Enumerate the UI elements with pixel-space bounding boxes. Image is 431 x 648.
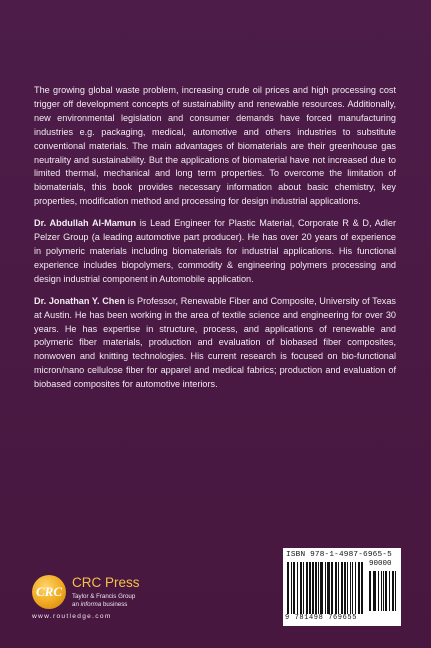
barcode-stripe	[392, 571, 394, 611]
barcode-stripe	[352, 562, 353, 614]
isbn-text: ISBN 978-1-4987-6965-5	[286, 551, 392, 559]
barcode-stripe	[381, 571, 382, 611]
publisher-business-line	[72, 601, 135, 609]
barcode-stripe	[358, 562, 360, 614]
crc-logo-icon	[32, 575, 66, 609]
barcode-stripe	[297, 562, 298, 614]
barcode-stripe	[327, 562, 330, 614]
barcode-stripe	[325, 562, 326, 614]
barcode-stripe	[315, 562, 317, 614]
publisher-tagline	[72, 593, 135, 609]
barcode-stripe	[338, 562, 339, 614]
barcode-stripe	[369, 571, 371, 611]
barcode-stripe	[309, 562, 311, 614]
isbn-barcode	[283, 548, 401, 626]
barcode-stripe	[347, 562, 348, 614]
business-suffix: business	[101, 601, 128, 608]
barcode-stripe	[389, 571, 390, 611]
business-informa: informa	[80, 601, 102, 608]
barcode-stripe	[293, 562, 295, 614]
barcode-stripe	[344, 562, 346, 614]
barcode-stripe	[312, 562, 314, 614]
author1-bio: is Lead Engineer for Plastic Material, Corporate R & D, Adler Pelzer Group (a leading automotive part producer). He has over 20 years of experience in polymeric materials including biomaterials for industrial applications. His functional experience includes biopolymers, commodity & engineering polymers processing and design industrial component in Automobile application.	[34, 218, 396, 284]
barcode-stripe	[350, 562, 351, 614]
barcode-bars-main	[287, 562, 365, 614]
barcode-stripe	[373, 571, 376, 611]
cover-blurb	[34, 84, 396, 400]
barcode-stripe	[318, 562, 319, 614]
publisher-logo	[32, 575, 182, 630]
barcode-stripe	[335, 562, 337, 614]
barcode-stripe	[303, 562, 304, 614]
barcode-stripe	[383, 571, 384, 611]
barcode-stripe	[395, 571, 396, 611]
barcode-stripe	[355, 562, 356, 614]
author1-name: Dr. Abdullah Al-Mamun	[34, 218, 137, 229]
barcode-bars-addon	[369, 571, 397, 611]
barcode-stripe	[361, 562, 363, 614]
barcode-stripe	[306, 562, 308, 614]
barcode-stripe	[331, 562, 333, 614]
author1-paragraph	[34, 217, 396, 287]
business-prefix: an	[72, 601, 81, 608]
author2-bio: is Professor, Renewable Fiber and Composite, University of Texas at Austin. He has been working in the area of textile science and engineering for over 30 years. He has expertise in structure, process, and applications of renewable and polymeric fiber materials, production and evaluation of biobased fiber composites, nonwoven and knitting technologies. His current research is focused on bio-functional micron/nano cellulose fiber for apparel and medical fabrics; production and evaluation of biobased composites for automotive interiors.	[34, 295, 396, 390]
barcode-stripe	[291, 562, 292, 614]
barcode-digits: 9 781498 769655	[285, 614, 358, 622]
barcode-stripe	[341, 562, 343, 614]
publisher-group: Taylor & Francis Group	[72, 593, 136, 600]
barcode-stripe	[320, 562, 323, 614]
author2-name: Dr. Jonathan Y. Chen	[34, 295, 126, 306]
publisher-url: www.routledge.com	[32, 613, 112, 620]
intro-paragraph: The growing global waste problem, increasing crude oil prices and high processing cost trigger off development concepts of sustainability and renewable resources. Additionally, new environmental legislation and consumer demands have forced manufacturing industries e.g. packaging, medical, automotive and others industries to substitute conventional materials. The main advantages of biomaterials are their greenhouse gas neutrality and sustainability. But the applications of biomaterial have not increased due to limited thermal, mechanical and long term properties. To overcome the limitation of biomaterials, this book provides necessary information about basic chemistry, key properties, modification method and processing for design industrial applications.	[34, 85, 396, 207]
logo-initials: CRC	[35, 584, 62, 599]
publisher-name: CRC Press	[72, 575, 140, 590]
barcode-stripe	[378, 571, 379, 611]
price-code: 90000	[369, 560, 392, 568]
barcode-stripe	[287, 562, 289, 614]
author2-paragraph	[34, 295, 396, 392]
barcode-stripe	[300, 562, 302, 614]
barcode-stripe	[385, 571, 387, 611]
